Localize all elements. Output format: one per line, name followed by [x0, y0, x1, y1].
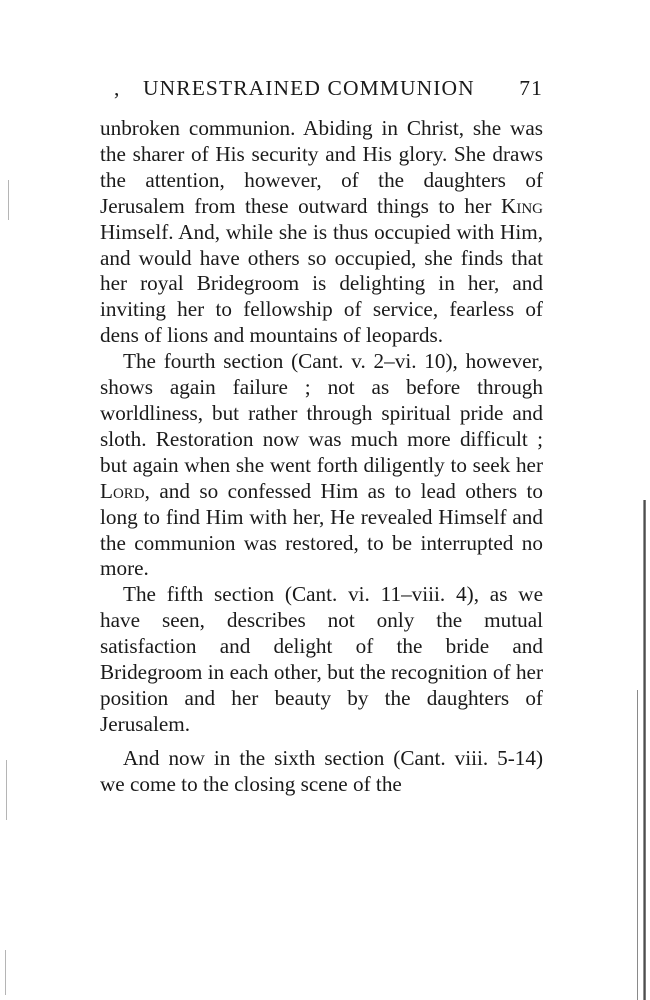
- paragraph-2-part-2: , and so confessed Him as to lead others to long to find Him with her, He revealed Himself and the communion was restored, to be interrupted no more.: [100, 478, 543, 581]
- paragraph-2: [100, 349, 543, 582]
- paragraph-1-part-1: unbroken communion. Abiding in Christ, she was the sharer of His security and His glory. She draws the attention, however, of the daughters of Jerusalem from these outward things to her: [100, 116, 543, 218]
- king-small-caps: King: [501, 193, 543, 218]
- scan-speck: [6, 760, 7, 820]
- running-head-title: UNRESTRAINED COMMUNION: [143, 76, 475, 100]
- paragraph-1-part-2: Himself. And, while she is thus occupied with Him, and would have others so occupied, she finds that her royal Bridegroom is delighting in her, and inviting her to fellowship of service, fearless of dens of lions and mountains of leopards.: [100, 219, 543, 348]
- scan-speck: [8, 180, 9, 220]
- paragraph-1: [100, 116, 543, 349]
- page-number: 71: [519, 76, 543, 100]
- scan-edge-line: [637, 690, 638, 1000]
- paragraph-4: And now in the sixth section (Cant. viii. 5-14) we come to the closing scene of the: [100, 745, 543, 796]
- scan-edge-shadow: [643, 500, 646, 1000]
- running-head: [100, 72, 543, 104]
- body-text: [100, 116, 543, 798]
- paragraph-3: The fifth section (Cant. vi. 11–viii. 4), as we have seen, describes not only the mutual satisfaction and delight of the bride and Bridegroom in each other, but the recognition of her position and her beauty by the daughters of Jerusalem.: [100, 582, 543, 736]
- scan-speck: [5, 950, 6, 995]
- lord-small-caps: Lord: [100, 478, 145, 503]
- paragraph-2-part-1: The fourth section (Cant. v. 2–vi. 10), however, shows again failure ; not as before through worldliness, but rather through spiritual pride and sloth. Restoration now was much more difficult ; but again when she went forth diligently to seek her: [100, 349, 543, 477]
- running-head-mark: ,: [114, 76, 121, 100]
